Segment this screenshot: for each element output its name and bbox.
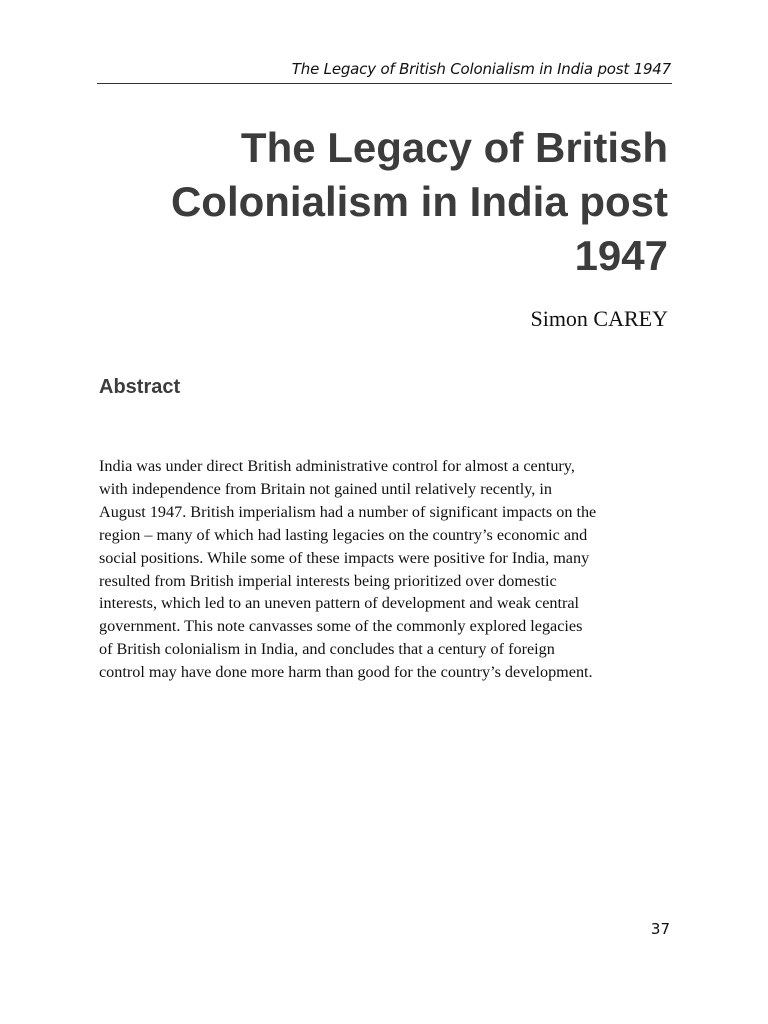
running-header: The Legacy of British Colonialism in India post 1947	[291, 60, 671, 78]
abstract-line: August 1947. British imperialism had a number of significant impacts on the	[99, 502, 597, 521]
abstract-line: social positions. While some of these impacts were positive for India, many	[99, 548, 590, 567]
abstract-line: control may have done more harm than good for the country’s development.	[99, 663, 593, 682]
abstract-line: government. This note canvasses some of the commonly explored legacies	[99, 617, 583, 636]
title-line: 1947	[574, 232, 668, 279]
title-line: Colonialism in India post	[170, 178, 668, 225]
abstract-line: resulted from British imperial interests being prioritized over domestic	[99, 571, 557, 590]
article-title	[97, 121, 668, 283]
header-rule	[97, 83, 672, 84]
abstract-line: interests, which led to an uneven pattern of development and weak central	[99, 594, 580, 613]
title-line: The Legacy of British	[240, 124, 668, 171]
abstract-line: region – many of which had lasting legacies on the country’s economic and	[99, 525, 588, 544]
abstract-line: with independence from Britain not gained until relatively recently, in	[99, 479, 552, 498]
author-name: Simon CAREY	[530, 306, 668, 331]
abstract-heading: Abstract	[99, 376, 181, 398]
abstract-line: of British colonialism in India, and concludes that a century of foreign	[99, 640, 555, 659]
page-number: 37	[650, 920, 670, 938]
abstract-body	[99, 455, 679, 684]
abstract-line: India was under direct British administrative control for almost a century,	[99, 457, 575, 475]
